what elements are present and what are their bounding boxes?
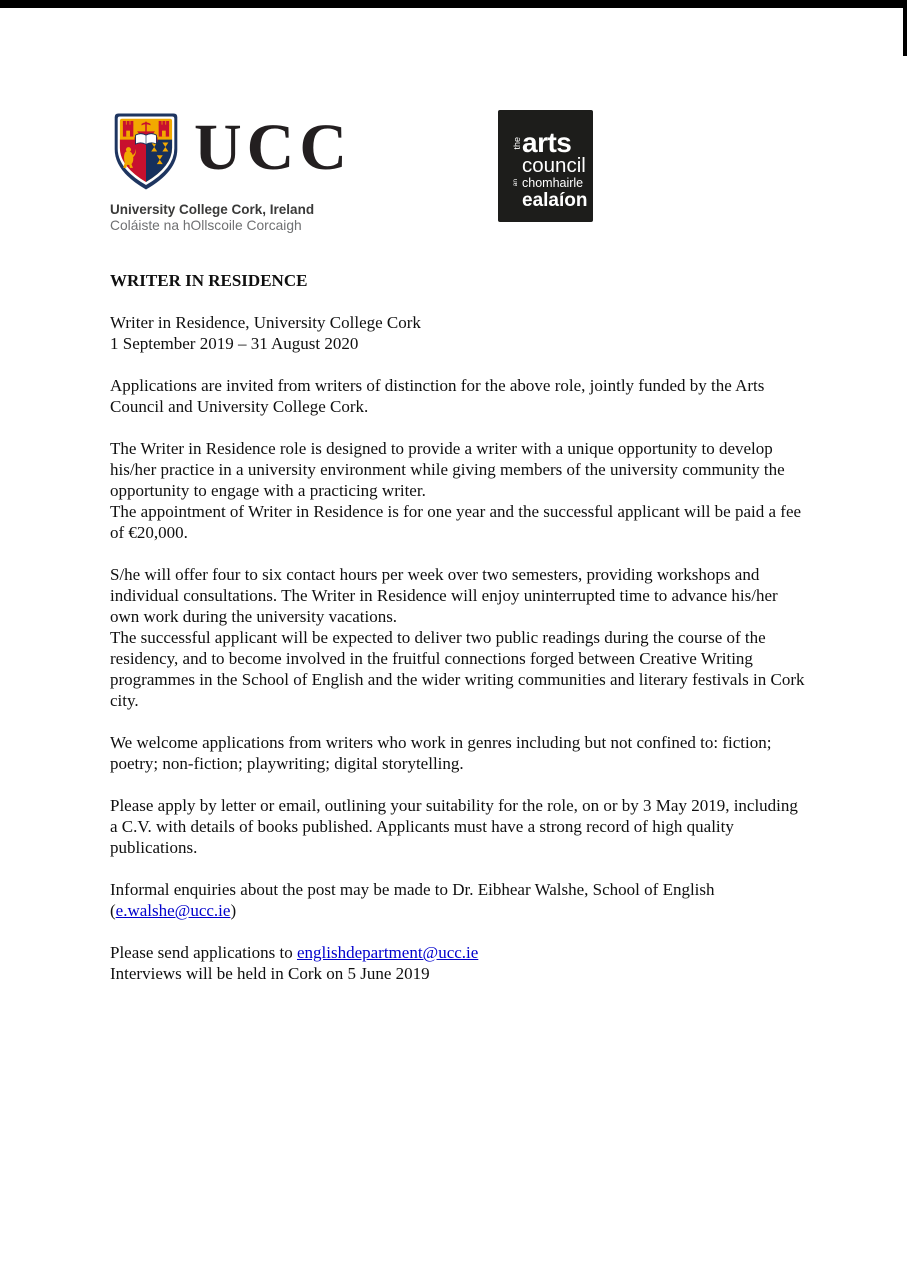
document-heading: WRITER IN RESIDENCE bbox=[110, 271, 308, 290]
ucc-crest-icon bbox=[110, 112, 182, 196]
subtitle-paragraph bbox=[110, 312, 807, 354]
paragraph-funding: Applications are invited from writers of distinction for the above role, jointly funded by the Arts Council and University College Cork. bbox=[110, 376, 765, 416]
paragraph-apply: Please apply by letter or email, outlining your suitability for the role, on or by 3 May 2019, including a C.V. with details of books published. Applicants must have a strong record of high quality publications. bbox=[110, 796, 798, 857]
ucc-subtitle-irish: Coláiste na hOllscoile Corcaigh bbox=[110, 218, 302, 233]
subtitle-line-dates: 1 September 2019 – 31 August 2020 bbox=[110, 334, 359, 353]
paragraph-genres: We welcome applications from writers who work in genres including but not confined to: fiction; poetry; non-fiction; playwriting; digital storytelling. bbox=[110, 733, 772, 773]
subtitle-line-role: Writer in Residence, University College Cork bbox=[110, 313, 421, 332]
paragraph-role-line2: The appointment of Writer in Residence is for one year and the successful applicant will be paid a fee of €20,000. bbox=[110, 502, 802, 542]
ucc-title: University College Cork, Ireland bbox=[110, 202, 315, 217]
document-body bbox=[110, 270, 807, 984]
applications-prefix: Please send applications to bbox=[110, 943, 297, 962]
email-link-english-department[interactable]: englishdepartment@ucc.ie bbox=[296, 943, 479, 962]
email-link-ewalshe[interactable]: e.walshe@ucc.ie bbox=[115, 901, 231, 920]
paragraph-applications bbox=[110, 942, 807, 984]
arts-council-arts: arts bbox=[522, 127, 572, 158]
paragraph-role-line1: The Writer in Residence role is designed to provide a writer with a unique opportunity to develop his/her practice in a university environment while giving members of the university community the opportunity to engage with a practicing writer. bbox=[110, 439, 785, 500]
arts-council-logo bbox=[498, 110, 593, 222]
arts-council-chomhairle: chomhairle bbox=[522, 176, 584, 190]
paragraph-role bbox=[110, 438, 807, 543]
enquiries-suffix: ) bbox=[230, 901, 237, 920]
paragraph-duties bbox=[110, 564, 807, 711]
paragraph-enquiries bbox=[110, 879, 807, 921]
ucc-acronym: UCC bbox=[194, 111, 352, 184]
interviews-line: Interviews will be held in Cork on 5 June 2019 bbox=[110, 964, 430, 983]
ucc-logo bbox=[110, 112, 352, 234]
right-edge-bar bbox=[903, 8, 907, 56]
paragraph-duties-line1: S/he will offer four to six contact hours per week over two semesters, providing workshops and individual consultations. The Writer in Residence will enjoy uninterrupted time to advance his/her own work during the university vacations. bbox=[110, 565, 778, 626]
arts-council-an: an bbox=[512, 179, 519, 187]
arts-council-line-chomhairle bbox=[512, 176, 593, 190]
arts-council-line-arts bbox=[512, 127, 593, 158]
enquiries-prefix: Informal enquiries about the post may be made to Dr. Eibhear Walshe, School of English ( bbox=[110, 880, 715, 920]
paragraph-duties-line2: The successful applicant will be expected to deliver two public readings during the course of the residency, and to become involved in the fruitful connections forged between Creative Writing programmes in the School of English and the wider writing communities and literary festivals in Cork city. bbox=[110, 628, 805, 710]
top-edge-bar bbox=[0, 0, 907, 8]
arts-council-ealaion: ealaíon bbox=[522, 190, 588, 211]
arts-council-the: the bbox=[512, 136, 522, 150]
arts-council-council: council bbox=[522, 154, 586, 177]
